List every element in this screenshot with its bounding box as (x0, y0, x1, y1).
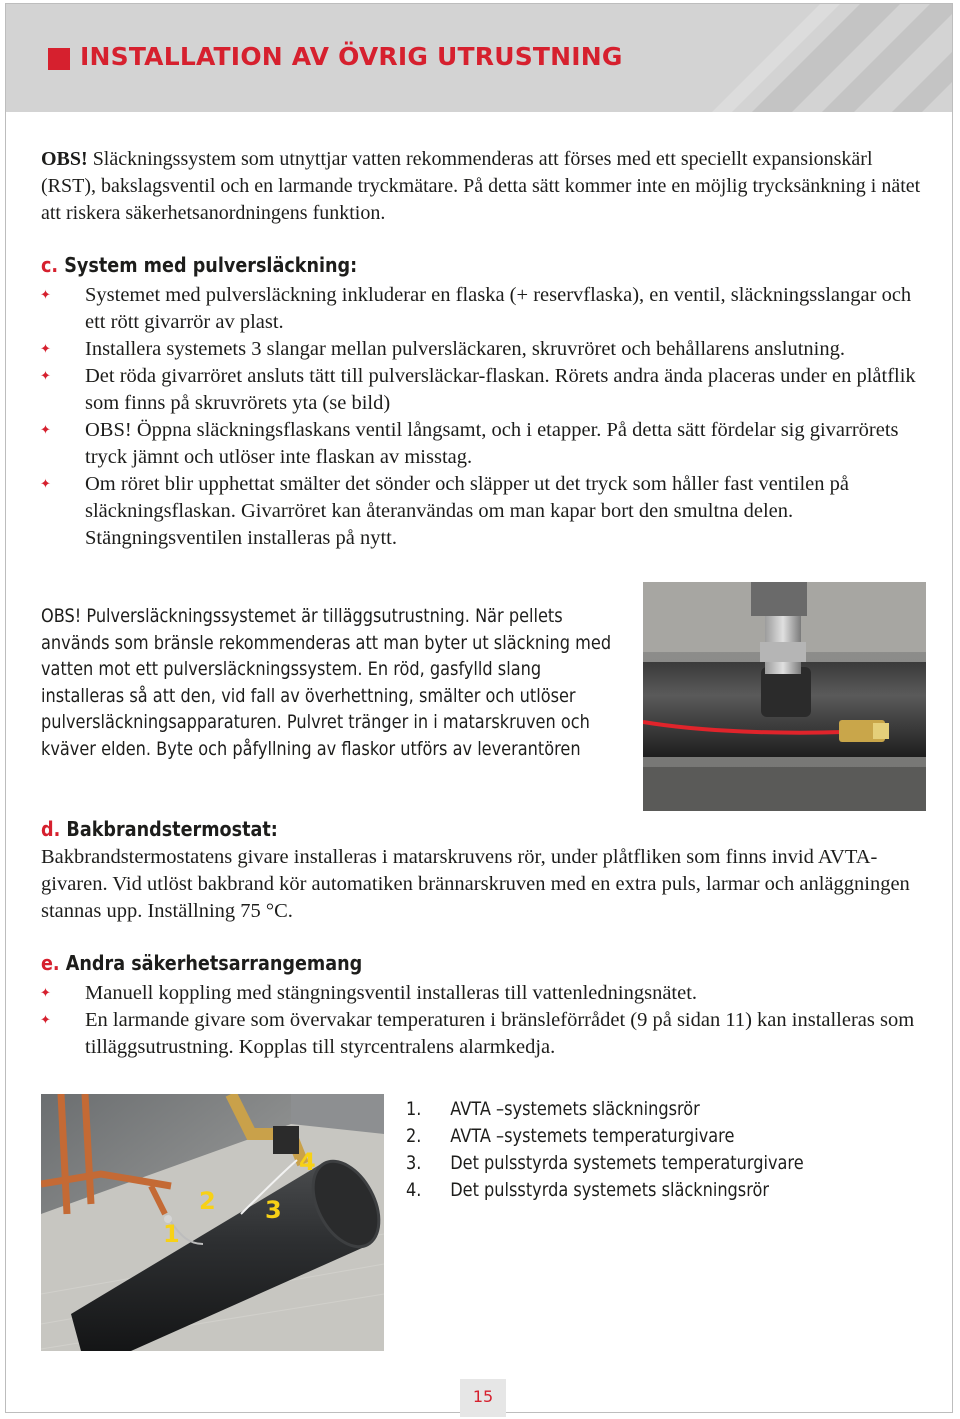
legend-text: AVTA –systemets temperaturgivare (450, 1125, 735, 1147)
photo-label-4: 4 (299, 1148, 316, 1176)
list-item-text: Manuell koppling med stängningsventil installeras till vattenledningsnätet. (85, 982, 698, 1004)
list-item-text: Installera systemets 3 slangar mellan pulversläckaren, skruvröret och behållarens anslutning. (85, 338, 845, 360)
bullet-star-icon: ✦ (40, 423, 51, 438)
list-item (41, 471, 931, 552)
page-title: INSTALLATION AV ÖVRIG UTRUSTNING (80, 42, 623, 71)
installation-photo (41, 1094, 384, 1351)
list-item (41, 282, 931, 336)
section-e-letter: e. (41, 951, 60, 975)
section-d-letter: d. (41, 817, 61, 841)
list-item (41, 336, 931, 363)
legend-item (406, 1177, 804, 1204)
section-e-heading (41, 951, 362, 975)
list-item-text: Systemet med pulversläckning inkluderar en flaska (+ reservflaska), en ventil, släckningsslangar och ett rött givarrör av plast. (85, 284, 912, 333)
legend-item (406, 1096, 804, 1123)
section-d-title: Bakbrandstermostat: (60, 817, 278, 841)
list-item (41, 363, 931, 417)
legend-number: 3. (406, 1152, 422, 1174)
page-number: 15 (472, 1387, 494, 1406)
legend-number: 2. (406, 1125, 422, 1147)
legend-text: Det pulsstyrda systemets släckningsrör (450, 1179, 770, 1201)
bullet-star-icon: ✦ (40, 986, 51, 1001)
list-item (41, 1007, 931, 1061)
bullet-star-icon: ✦ (40, 288, 51, 303)
section-c-bullets (41, 282, 931, 552)
legend-text: AVTA –systemets släckningsrör (450, 1098, 700, 1120)
header-square-marker (48, 48, 70, 70)
legend-text: Det pulsstyrda systemets temperaturgivare (450, 1152, 804, 1174)
photo-label-3: 3 (265, 1196, 282, 1224)
list-item (41, 417, 931, 471)
list-item-text: En larmande givare som övervakar temperaturen i bränsleförrådet (9 på sidan 11) kan installeras som tilläggsutrustning. Kopplas till styrcentralens alarmkedja. (85, 1009, 915, 1058)
section-d-heading (41, 817, 278, 841)
section-c-title: System med pulversläckning: (58, 253, 358, 277)
bullet-star-icon: ✦ (40, 369, 51, 384)
list-item-text: Om röret blir upphettat smälter det sönder och släpper ut det tryck som håller fast ventilen på släckningsflaskan. Givarröret kan återanvändas om man kapar bort den smultna delen. Stängningsventilen installeras på nytt. (85, 473, 849, 549)
section-c-heading (41, 253, 357, 277)
bullet-star-icon: ✦ (40, 342, 51, 357)
legend-number: 1. (406, 1098, 422, 1120)
legend-number: 4. (406, 1179, 422, 1201)
obs-label: OBS! (41, 148, 88, 170)
obs-text: Släckningssystem som utnyttjar vatten rekommenderas att förses med ett speciellt expansionskärl (RST), bakslagsventil och en larmande tryckmätare. På detta sätt kommer inte en möjlig trycksänkning i nätet att riskera säkerhetsanordningens funktion. (41, 148, 921, 224)
legend-item (406, 1123, 804, 1150)
photo-label-1: 1 (163, 1220, 180, 1248)
legend-item (406, 1150, 804, 1177)
list-item (41, 980, 931, 1007)
obs-note (41, 146, 921, 227)
section-e-title: Andra säkerhetsarrangemang (59, 951, 363, 975)
section-e-bullets (41, 980, 931, 1061)
pipe-photo (643, 582, 926, 811)
photo-label-2: 2 (199, 1187, 216, 1215)
list-item-text: Det röda givarröret ansluts tätt till pulversläckar-flaskan. Rörets andra ända placeras under en plåtflik som finns på skruvrörets yta (se bild) (85, 365, 916, 414)
section-c-letter: c. (41, 253, 59, 277)
photo-legend (406, 1096, 804, 1204)
list-item-text: OBS! Öppna släckningsflaskans ventil långsamt, och i etapper. På detta sätt fördelar sig givarrörets tryck jämnt och utlöser inte flaskan av misstag. (85, 419, 899, 468)
header-decoration (692, 4, 952, 112)
bullet-star-icon: ✦ (40, 477, 51, 492)
section-d-text: Bakbrandstermostatens givare installeras i matarskruvens rör, under plåtfliken som finns invid AVTA-givaren. Vid utlöst bakbrand kör automatiken brännarskruven med en extra puls, larmar och anläggningen stannas upp. Inställning 75 °C. (41, 846, 910, 922)
header-band (6, 4, 952, 112)
bullet-star-icon: ✦ (40, 1013, 51, 1028)
page-number-box (460, 1379, 506, 1417)
pulver-note: OBS! Pulversläckningssystemet är tilläggsutrustning. När pellets används som bränsle rekommenderas att man byter ut släckning med vatten mot ett pulversläckningssystem. En röd, gasfylld slang installeras så att den, vid fall av överhettning, smälter och utlöser pulversläckningsapparaturen. Pulvret tränger in i matarskruven och kväver elden. Byte och påfyllning av flaskor utförs av leverantören (41, 605, 612, 760)
